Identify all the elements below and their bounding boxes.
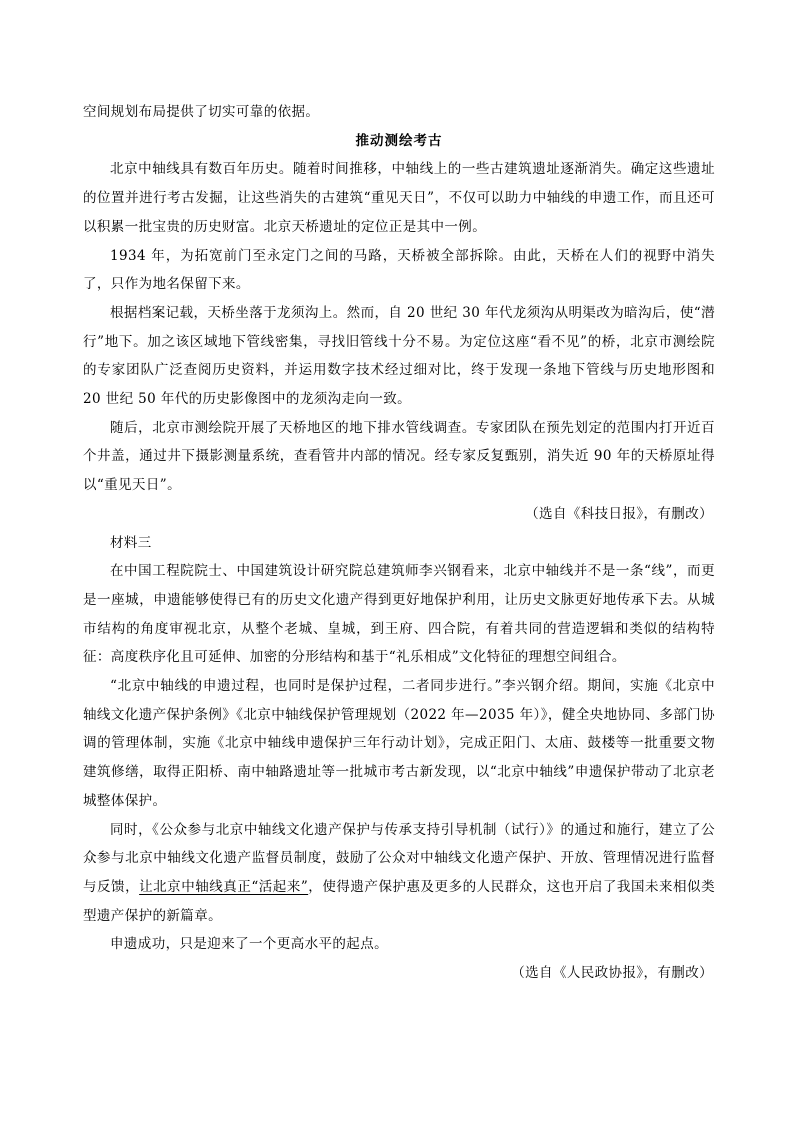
paragraph-3: 根据档案记载，天桥坐落于龙须沟上。然而，自 20 世纪 30 年代龙须沟从明渠改为暗沟后，使“潜行”地下。加之该区域地下管线密集，寻找旧管线十分不易。为定位这座“看不见”的桥，北京市测绘院的专家团队广泛查阅历史资料，并运用数字技术经过细对比，终于发现一条地下管线与历史地形图和 20 世纪 50 年代的历史影像图中的龙须沟走向一致。 (83, 304, 715, 408)
section-title: 推动测绘考古 (355, 132, 443, 149)
paragraph-2: 1934 年，为拓宽前门至永定门之间的马路，天桥被全部拆除。由此，天桥在人们的视野中消失了，只作为地名保留下来。 (83, 247, 715, 293)
closing-line: 申遗成功，只是迎来了一个更高水平的起点。 (110, 936, 388, 953)
paragraph-1: 北京中轴线具有数百年历史。随着时间推移，中轴线上的一些古建筑遗址逐渐消失。确定这些遗址的位置并进行考古发掘，让这些消失的古建筑“重见天日”，不仅可以助力中轴线的申遗工作，而且还可以积累一批宝贵的历史财富。北京天桥遗址的定位正是其中一例。 (83, 161, 715, 235)
source-citation-2: （选自《人民政协报》，有删改） (511, 965, 713, 982)
source-citation-1: （选自《科技日报》，有删改） (525, 505, 713, 522)
paragraph-6: “北京中轴线的申遗过程，也同时是保护过程，二者同步进行。”李兴钢介绍。期间，实施《北京中轴线文化遗产保护条例》《北京中轴线保护管理规划（2022 年—2035 年）》，健全央地协同、多部门协调的管理体制，实施《北京中轴线申遗保护三年行动计划》，完成正阳门、太庙、鼓楼等一批重要文物建筑修缮，取得正阳桥、南中轴路遗址等一批城市考古新发现，以“北京中轴线”申遗保护带动了北京老城整体保护。 (83, 678, 715, 809)
paragraph-7 (83, 816, 715, 931)
paragraph-7-before: 同时，《公众参与北京中轴线文化遗产保护与传承支持引导机制（试行）》的通过和施行，建立了公众参与北京中轴线文化遗产监督员制度，鼓励了公众对中轴线文化遗产保护、开放、管理情况进行监督与反馈， (83, 821, 715, 895)
article-body (83, 98, 715, 988)
underlined-phrase: 让北京中轴线真正“活起来” (139, 878, 309, 895)
paragraph-5: 在中国工程院院士、中国建筑设计研究院总建筑师李兴钢看来，北京中轴线并不是一条“线”，而更是一座城，申遗能够使得已有的历史文化遗产得到更好地保护利用，让历史文脉更好地传承下去。从城市结构的角度审视北京，从整个老城、皇城，到王府、四合院，有着共同的营造逻辑和类似的结构特征：高度秩序化且可延伸、加密的分形结构和基于“礼乐相成”文化特征的理想空间组合。 (83, 563, 715, 666)
material-label: 材料三 (110, 534, 152, 551)
intro-line: 空间规划布局提供了切实可靠的依据。 (83, 104, 320, 120)
paragraph-7-after: ，使得遗产保护惠及更多的人民群众，这也开启了我国未来相似类型遗产保护的新篇章。 (83, 878, 715, 924)
paragraph-4: 随后，北京市测绘院开展了天桥地区的地下排水管线调查。专家团队在预先划定的范围内打开近百个井盖，通过井下摄影测量系统，查看管井内部的情况。经专家反复甄别，消失近 90 年的天桥原址得以“重见天日”。 (83, 419, 715, 494)
